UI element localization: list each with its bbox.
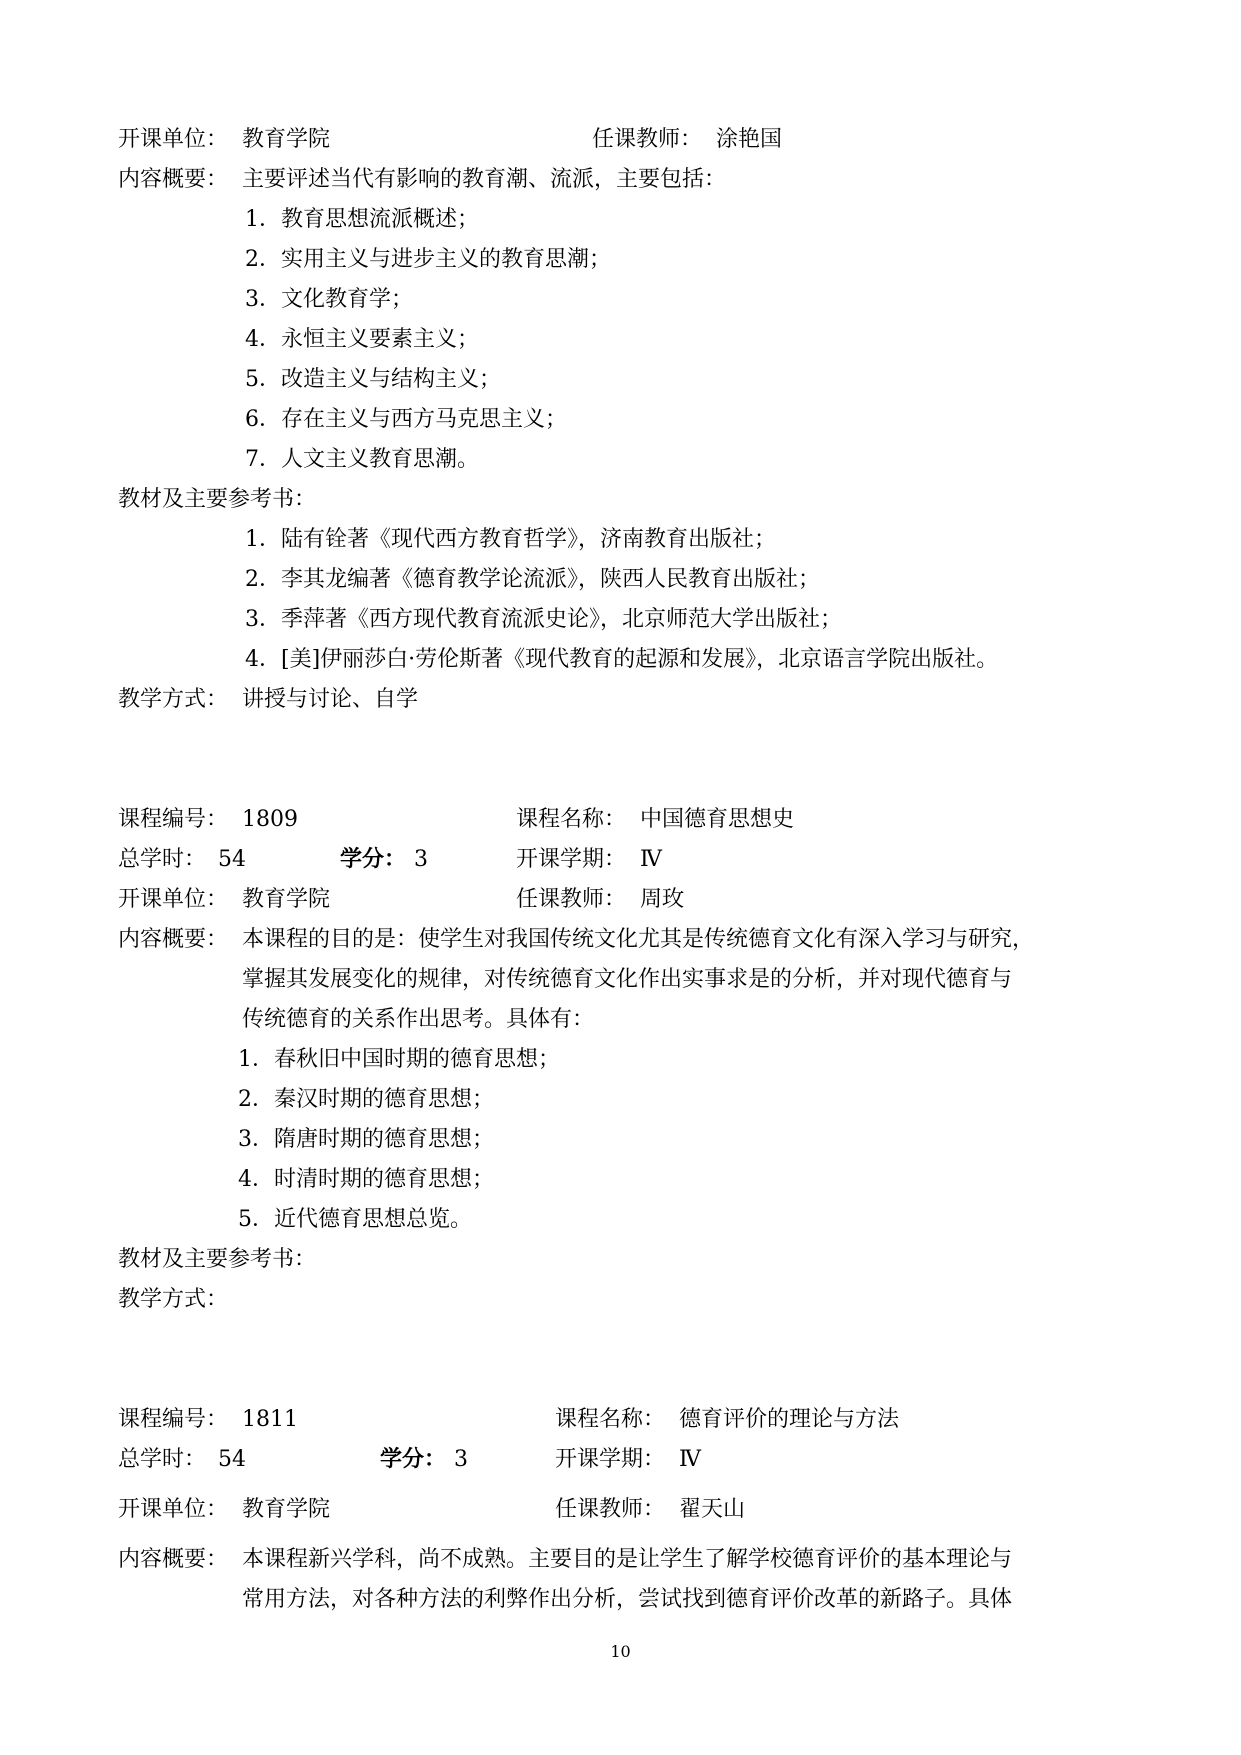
code-label: 课程编号： [118,807,229,832]
list-item [0,1040,1241,1080]
book-item-text: 4．[美]伊丽莎白·劳伦斯著《现代教育的起源和发展》，北京语言学院出版社。 [245,647,999,672]
list-item-text: 5．近代德育思想总览。 [238,1207,472,1232]
unit-label: 开课单位： [118,887,229,912]
teacher-label: 任课教师： [555,1497,666,1522]
unit-value: 教育学院 [242,1497,331,1522]
hours-value: 54 [218,1447,246,1472]
course-1809-hours-row [0,840,1241,880]
term-value: Ⅳ [640,847,662,872]
name-value: 德育评价的理论与方法 [679,1407,900,1432]
course-1809-method-row [0,1280,1241,1320]
list-item-text: 7．人文主义教育思潮。 [245,447,479,472]
list-item [0,360,1241,400]
book-item-text: 1．陆有铨著《现代西方教育哲学》，济南教育出版社； [245,527,776,552]
hours-label: 总学时： [118,847,207,872]
teacher-value: 翟天山 [679,1497,746,1522]
credit-label: 学分： [380,1447,447,1472]
list-item-text: 1．春秋旧中国时期的德育思想； [238,1047,560,1072]
summary-label: 内容概要： [118,167,229,192]
list-item [0,1200,1241,1240]
teacher-value: 涂艳国 [716,127,783,152]
summary-line: 常用方法，对各种方法的利弊作出分析，尝试找到德育评价改革的新路子。具体 [242,1587,1013,1612]
book-item [0,640,1241,680]
prev-unit-row [0,120,1241,160]
teacher-label: 任课教师： [592,127,703,152]
unit-value: 教育学院 [242,887,331,912]
list-item-text: 4．时清时期的德育思想； [238,1167,494,1192]
summary-line: 本课程的目的是：使学生对我国传统文化尤其是传统德育文化有深入学习与研究， [242,927,1035,952]
credit-label: 学分： [340,847,407,872]
hours-label: 总学时： [118,1447,207,1472]
prev-books-row [0,480,1241,520]
list-item [0,1120,1241,1160]
summary-line: 传统德育的关系作出思考。具体有： [242,1007,595,1032]
list-item-text: 6．存在主义与西方马克思主义； [245,407,567,432]
course-1809-summary-row [0,920,1241,960]
prev-summary-row [0,160,1241,200]
course-1811-unit-row [0,1490,1241,1530]
summary-label: 内容概要： [118,1547,229,1572]
books-label: 教材及主要参考书： [118,1247,317,1272]
method-label: 教学方式： [118,687,229,712]
list-item-text: 4．永恒主义要素主义； [245,327,479,352]
summary-continuation [0,960,1241,1000]
unit-label: 开课单位： [118,1497,229,1522]
list-item [0,440,1241,480]
course-1811-hours-row [0,1440,1241,1480]
list-item [0,1080,1241,1120]
list-item [0,200,1241,240]
name-value: 中国德育思想史 [640,807,795,832]
course-1809-unit-row [0,880,1241,920]
term-label: 开课学期： [555,1447,666,1472]
books-label: 教材及主要参考书： [118,487,317,512]
list-item [0,280,1241,320]
teacher-label: 任课教师： [516,887,627,912]
method-label: 教学方式： [118,1287,229,1312]
book-item-text: 2．李其龙编著《德育教学论流派》，陕西人民教育出版社； [245,567,820,592]
list-item-text: 5．改造主义与结构主义； [245,367,501,392]
book-item [0,600,1241,640]
list-item [0,1160,1241,1200]
list-item [0,320,1241,360]
code-value: 1809 [242,807,298,832]
teacher-value: 周玫 [640,887,685,912]
summary-line: 主要评述当代有影响的教育潮、流派，主要包括： [242,167,727,192]
credit-value: 3 [414,847,428,872]
book-item-text: 3．季萍著《西方现代教育流派史论》，北京师范大学出版社； [245,607,842,632]
name-label: 课程名称： [555,1407,666,1432]
summary-line: 本课程新兴学科，尚不成熟。主要目的是让学生了解学校德育评价的基本理论与 [242,1547,1013,1572]
page-number: 10 [610,1642,631,1661]
code-value: 1811 [242,1407,298,1432]
list-item-text: 2．秦汉时期的德育思想； [238,1087,494,1112]
term-value: Ⅳ [679,1447,701,1472]
unit-label: 开课单位： [118,127,229,152]
course-1811-summary-row [0,1540,1241,1580]
book-item [0,560,1241,600]
credit-value: 3 [454,1447,468,1472]
unit-value: 教育学院 [242,127,331,152]
summary-continuation [0,1000,1241,1040]
list-item-text: 3．文化教育学； [245,287,413,312]
list-item [0,400,1241,440]
course-1809-books-row [0,1240,1241,1280]
summary-line: 掌握其发展变化的规律，对传统德育文化作出实事求是的分析，并对现代德育与 [242,967,1013,992]
prev-method-row [0,680,1241,720]
hours-value: 54 [218,847,246,872]
term-label: 开课学期： [516,847,627,872]
summary-label: 内容概要： [118,927,229,952]
list-item-text: 3．隋唐时期的德育思想； [238,1127,494,1152]
course-1809-code-row [0,800,1241,840]
list-item [0,240,1241,280]
list-item-text: 1．教育思想流派概述； [245,207,479,232]
list-item-text: 2．实用主义与进步主义的教育思潮； [245,247,611,272]
summary-continuation [0,1580,1241,1620]
method-value: 讲授与讨论、自学 [242,687,419,712]
code-label: 课程编号： [118,1407,229,1432]
course-1811-code-row [0,1400,1241,1440]
book-item [0,520,1241,560]
name-label: 课程名称： [516,807,627,832]
